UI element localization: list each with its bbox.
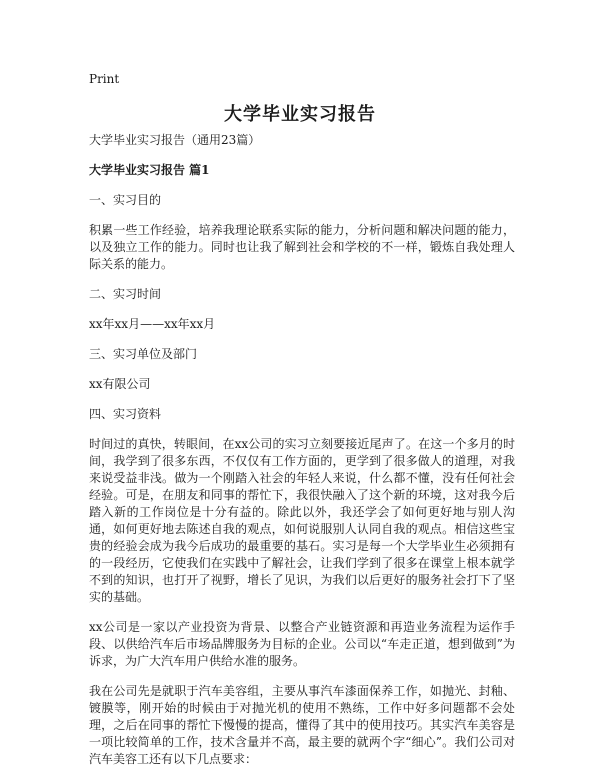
document-body xyxy=(89,132,515,781)
paragraph-unit: xx有限公司 xyxy=(89,377,151,391)
paragraph-company-intro: xx公司是一家以产业投资为背景、以整合产业链资源和再造业务流程为运作手段、以供给汽车后市场品牌服务为目标的企业。公司以“车走正道，想到做到”为诉求，为广大汽车用户供给水准的服务。 xyxy=(89,620,515,668)
heading-content: 四、实习资料 xyxy=(89,407,162,421)
heading-time: 二、实习时间 xyxy=(89,287,162,301)
heading-purpose: 一、实习目的 xyxy=(89,193,162,207)
paragraph-internship-summary: 时间过的真快，转眼间，在xx公司的实习立刻要接近尾声了。在这一个多月的时间，我学到了很多东西，不仅仅有工作方面的，更学到了很多做人的道理，对我来说受益非浅。做为一个刚踏入社会的年轻人来说，什么都不懂，没有任何社会经验。可是，在朋友和同事的帮忙下，我很快融入了这个新的环境，这对我今后踏入新的工作岗位是十分有益的。除此以外，我还学会了如何更好地与别人沟通，如何更好地去陈述自我的观点，如何说服别人认同自我的观点。相信这些宝贵的经验会成为我今后成功的最重要的基石。实习是每一个大学毕业生必须拥有的一段经历，它使我们在实践中了解社会，让我们学到了很多在课堂上根本就学不到的知识，也打开了视野，增长了见识，为我们以后更好的服务社会打下了坚实的基础。 xyxy=(89,437,515,604)
heading-unit: 三、实习单位及部门 xyxy=(89,347,198,361)
print-label: Print xyxy=(89,72,120,86)
document-title: 大学毕业实习报告 xyxy=(224,104,376,125)
paragraph-purpose: 积累一些工作经验，培养我理论联系实际的能力，分析问题和解决问题的能力，以及独立工作的能力。同时也让我了解到社会和学校的不一样，锻炼自我处理人际关系的能力。 xyxy=(89,223,515,271)
paragraph-time: xx年xx月——xx年xx月 xyxy=(89,317,216,331)
document-subtitle: 大学毕业实习报告（通用23篇） xyxy=(89,133,261,147)
paragraph-work-detail: 我在公司先是就职于汽车美容组，主要从事汽车漆面保养工作，如抛光、封釉、镀膜等，刚开始的时候由于对抛光机的使用不熟练，工作中好多问题都不会处理，之后在同事的帮忙下慢慢的提高，懂得了其中的使用技巧。其实汽车美容是一项比较简单的工作，技术含量并不高，最主要的就两个字“细心”。我们公司对汽车美容工还有以下几点要求： xyxy=(89,684,515,766)
section-title: 大学毕业实习报告 篇1 xyxy=(89,163,210,177)
